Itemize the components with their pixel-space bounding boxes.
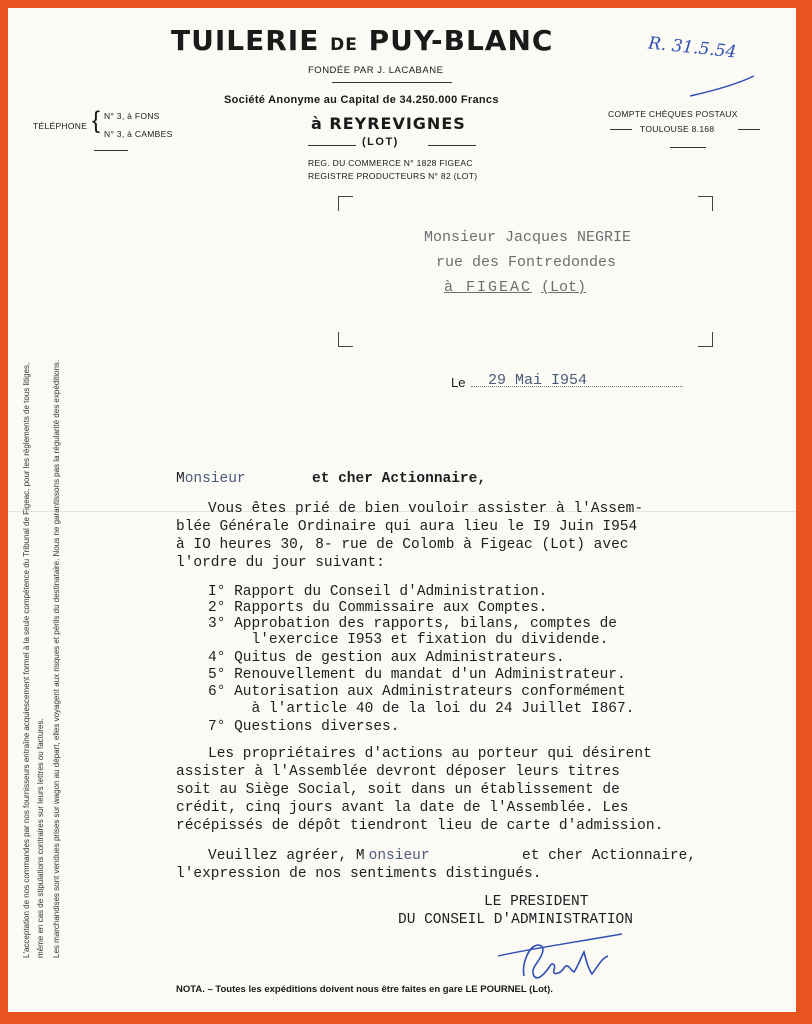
legal-text-3: Les marchandises sont vendues prises sur wagon au départ, elles voyagent aux risques et périls du destinataire. Nous ne garantissons pas la régularité des expéditions. <box>52 359 61 958</box>
telephone-brace: { <box>92 107 101 134</box>
address-line-2: rue des Fontredondes <box>436 254 617 271</box>
signatory-title-2: DU CONSEIL D'ADMINISTRATION <box>398 912 633 928</box>
ccp-rule-bottom <box>670 147 706 148</box>
signature-scribble <box>494 930 634 984</box>
ccp-number: TOULOUSE 8.168 <box>640 124 715 134</box>
ccp-label: COMPTE CHÈQUES POSTAUX <box>608 109 738 119</box>
reg-producteurs: REGISTRE PRODUCTEURS N° 82 (LOT) <box>308 171 478 181</box>
window-corner-br <box>698 332 713 347</box>
agenda-item-3-cont: l'exercice I953 et fixation du dividende. <box>208 632 609 648</box>
salutation <box>176 471 246 487</box>
signatory-title-1: LE PRESIDENT <box>484 894 589 910</box>
company-title <box>171 24 553 57</box>
company-name-part2: PUY-BLANC <box>368 24 554 57</box>
address-city: à FIGEAC <box>444 279 533 296</box>
para2-line-3: soit au Siège Social, soit dans un établissement de <box>176 782 620 798</box>
agenda-item-5: 5° Renouvellement du mandat d'un Administrateur. <box>208 667 626 683</box>
telephone-rule <box>94 150 128 151</box>
date-value: 29 Mai I954 <box>488 372 588 389</box>
town-line: à REYREVIGNES <box>311 114 466 133</box>
para2-line-4: crédit, cinq jours avant la date de l'Assemblée. Les <box>176 800 629 816</box>
capital-line: Société Anonyme au Capital de 34.250.000 Francs <box>224 94 499 106</box>
intro-line-1: Vous êtes prié de bien vouloir assister à l'Assem- <box>208 501 644 517</box>
address-line-1: Monsieur Jacques NEGRIE <box>424 229 632 246</box>
closing-veuillez: Veuillez agréer, M <box>208 848 365 864</box>
date-prefix: Le <box>451 375 466 390</box>
dept-line: (LOT) <box>362 136 399 148</box>
ccp-rule-right <box>738 129 760 130</box>
agenda-item-3: 3° Approbation des rapports, bilans, comptes de <box>208 616 617 632</box>
address-line-3 <box>444 279 586 296</box>
intro-line-3: à IO heures 30, 8- rue de Colomb à Figeac (Lot) avec <box>176 537 629 553</box>
founded-rule <box>332 82 452 83</box>
salutation-tail: et cher Actionnaire, <box>312 471 487 487</box>
address-dept: (Lot) <box>541 279 587 296</box>
intro-line-2: blée Générale Ordinaire qui aura lieu le I9 Juin I954 <box>176 519 638 535</box>
footer-nota: NOTA. – Toutes les expéditions doivent nous être faites en gare LE POURNEL (Lot). <box>176 984 553 995</box>
salutation-onsieur: onsieur <box>184 471 246 487</box>
para2-line-5: récépissés de dépôt tiendront lieu de carte d'admission. <box>176 818 664 834</box>
agenda-item-4: 4° Quitus de gestion aux Administrateurs. <box>208 650 565 666</box>
dept-rule-right <box>428 145 476 146</box>
company-name-de: DE <box>330 35 358 55</box>
salutation-m: M <box>176 471 185 487</box>
letter-sheet <box>8 8 796 1012</box>
para2-line-1: Les propriétaires d'actions au porteur qui désirent <box>208 746 652 762</box>
closing-onsieur: onsieur <box>368 848 430 864</box>
legal-text-1: L'acceptation de nos commandes par nos fournisseurs entraîne acquiescement formel à la seule compétence du Tribunal de Figeac, pour les règlements de tous litiges, <box>22 362 31 958</box>
dept-rule-left <box>308 145 356 146</box>
window-corner-tl <box>338 196 353 211</box>
handwritten-annotation: R. 31.5.54 <box>647 33 738 63</box>
legal-text-2: même en cas de stipulations contraires sur leurs lettres ou factures. <box>36 718 45 958</box>
closing-line-1 <box>208 848 430 864</box>
para2-line-2: assister à l'Assemblée devront déposer leurs titres <box>176 764 620 780</box>
telephone-label: TÉLÉPHONE <box>33 121 88 131</box>
phone-fons: N° 3, à FONS <box>104 111 160 121</box>
window-corner-bl <box>338 332 353 347</box>
window-corner-tr <box>698 196 713 211</box>
company-name-part1: TUILERIE <box>171 24 320 57</box>
intro-line-4: l'ordre du jour suivant: <box>176 555 385 571</box>
reg-commerce: REG. DU COMMERCE N° 1828 FIGEAC <box>308 158 473 168</box>
agenda-item-7: 7° Questions diverses. <box>208 719 400 735</box>
closing-tail: et cher Actionnaire, <box>522 848 697 864</box>
phone-cambes: N° 3, à CAMBES <box>104 129 173 139</box>
annotation-underline <box>688 74 758 100</box>
agenda-item-2: 2° Rapports du Commissaire aux Comptes. <box>208 600 548 616</box>
agenda-item-6: 6° Autorisation aux Administrateurs conformément <box>208 684 626 700</box>
founded-line: FONDÉE PAR J. LACABANE <box>308 65 444 76</box>
agenda-item-1: I° Rapport du Conseil d'Administration. <box>208 584 548 600</box>
closing-line-2: l'expression de nos sentiments distingués. <box>176 866 542 882</box>
ccp-rule-left <box>610 129 632 130</box>
agenda-item-6-cont: à l'article 40 de la loi du 24 Juillet I867. <box>208 701 635 717</box>
